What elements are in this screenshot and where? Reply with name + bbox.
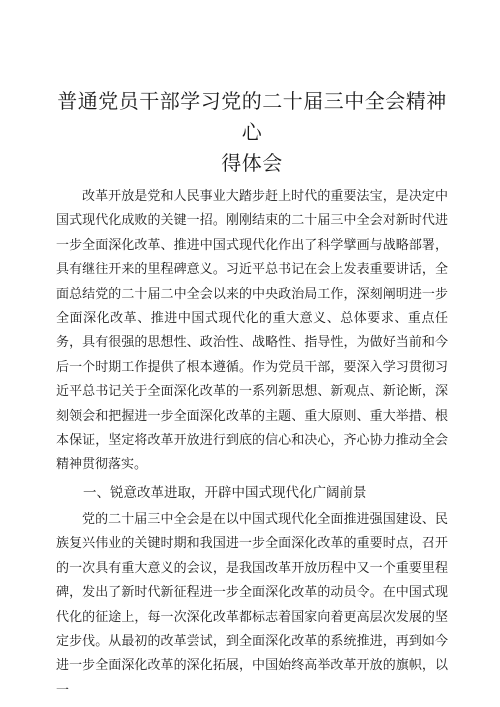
document-title (56, 86, 448, 179)
title-line-2: 得体会 (221, 151, 283, 175)
section-1-paragraph: 党的二十届三中全会是在以中国式现代化全面推进强国建设、民族复兴伟业的关键时期和我国进一步全面深化改革的重要时点，召开的一次具有重大意义的会议，是我国改革开放历程中又一个重要里程碑，发出了新时代新征程进一步全面深化改革的动员令。在中国式现代化的征途上，每一次深化改革都标志着国家向着更高层次发展的坚定步伐。从最初的改革尝试，到全面深化改革的系统推进，再到如今进一步全面深化改革的深化拓展，中国始终高举改革开放的旗帜，以一 (56, 511, 448, 698)
document-page (56, 86, 448, 703)
section-heading-1: 一、锐意改革进取，开辟中国式现代化广阔前景 (83, 484, 367, 501)
title-line-1: 普通党员干部学习党的二十届三中全会精神心 (57, 89, 447, 144)
intro-paragraph: 改革开放是党和人民事业大踏步赶上时代的重要法宝，是决定中国式现代化成败的关键一招。刚刚结束的二十届三中全会对新时代进一步全面深化改革、推进中国式现代化作出了科学擘画与战略部署，具有继往开来的里程碑意义。习近平总书记在会上发表重要讲话，全面总结党的二十届二中全会以来的中央政治局工作，深刻阐明进一步全面深化改革、推进中国式现代化的重大意义、总体要求、重点任务，具有很强的思想性、政治性、战略性、指导性，为做好当前和今后一个时期工作提供了根本遵循。作为党员干部，要深入学习贯彻习近平总书记关于全面深化改革的一系列新思想、新观点、新论断，深刻领会和把握进一步全面深化改革的主题、重大原则、重大举措、根本保证，坚定将改革开放进行到底的信心和决心，齐心协力推动全会精神贯彻落实。 (56, 189, 448, 473)
